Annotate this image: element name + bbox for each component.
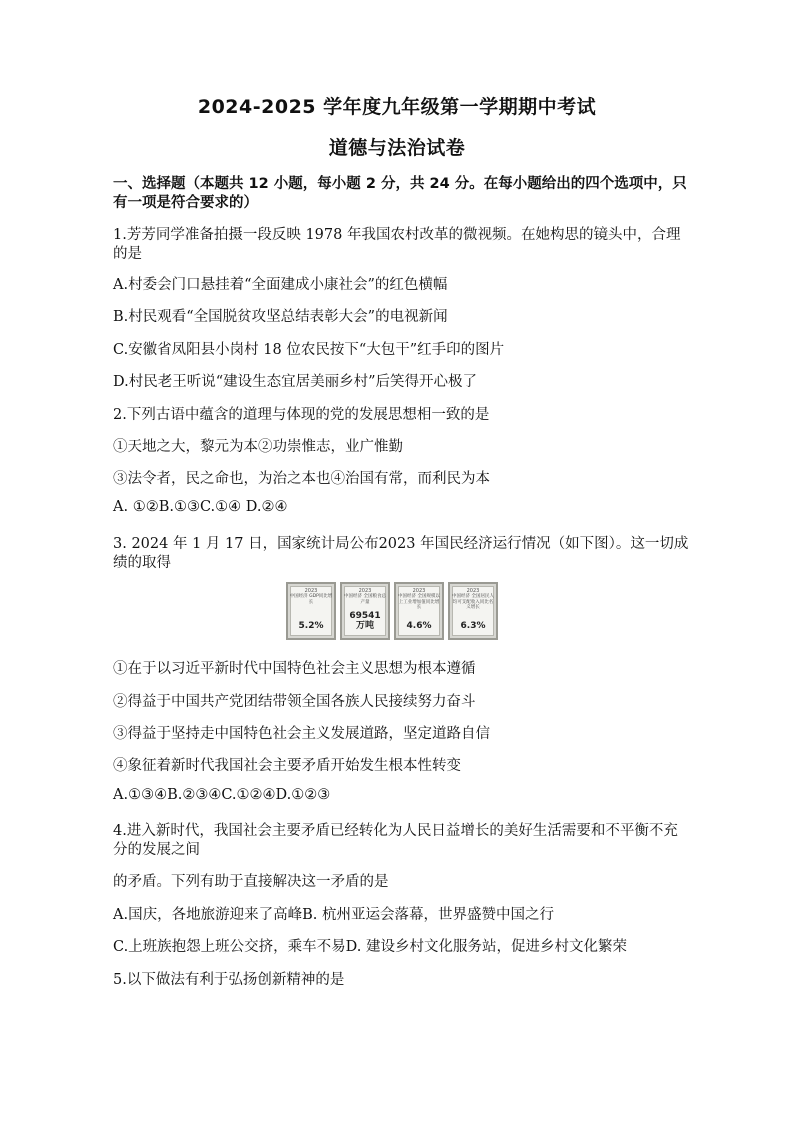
stat-card (340, 582, 390, 640)
stat-label: 中国经济 全国规模以上工业增加值同比增长 (398, 594, 440, 610)
q1-option-d: D.村民老王听说“建设生态宜居美丽乡村”后笑得开心极了 (113, 374, 478, 390)
q3-stem-cont: 绩的取得 (113, 555, 171, 571)
stat-value: 6.3% (460, 621, 486, 631)
q1-stem: 1.芳芳同学准备拍摄一段反映 1978 年我国农村改革的微视频。在她构思的镜头中，合理 (113, 227, 681, 243)
q4-stem-cont2: 的矛盾。下列有助于直接解决这一矛盾的是 (113, 874, 389, 890)
exam-subtitle: 道德与法治试卷 (328, 137, 466, 159)
section-heading: 一、选择题（本题共 12 小题，每小题 2 分，共 24 分。在每小题给出的四个选项中，只 (113, 176, 687, 192)
stat-label: 中国经济 全国居民人均可支配收入同比名义增长 (452, 594, 494, 610)
q4-stem-cont: 分的发展之间 (113, 842, 200, 858)
stat-year: 2023 (412, 588, 426, 594)
stat-value: 69541 万吨 (349, 611, 381, 631)
q1-option-b: B.村民观看“全国脱贫攻坚总结表彰大会”的电视新闻 (113, 309, 448, 325)
q3-item-2: ②得益于中国共产党团结带领全国各族人民接续努力奋斗 (113, 694, 476, 710)
stat-card (448, 582, 498, 640)
stat-year: 2023 (304, 588, 318, 594)
q3-item-4: ④象征着新时代我国社会主要矛盾开始发生根本性转变 (113, 758, 461, 774)
stat-card (394, 582, 444, 640)
q1-option-c: C.安徽省凤阳县小岗村 18 位农民按下“大包干”红手印的图片 (113, 342, 505, 358)
q3-stem: 3. 2024 年 1 月 17 日，国家统计局公布2023 年国民经济运行情况（如下图）。这一切成 (113, 536, 689, 552)
stat-card (286, 582, 336, 640)
stat-label: 中国经济 全国粮食总产量 (344, 594, 386, 605)
q4-options-ab: A.国庆，各地旅游迎来了高峰B. 杭州亚运会落幕，世界盛赞中国之行 (113, 907, 554, 923)
exam-title: 2024-2025 学年度九年级第一学期期中考试 (197, 96, 597, 118)
q2-stem: 2.下列古语中蕴含的道理与体现的党的发展思想相一致的是 (113, 407, 490, 423)
stat-value: 4.6% (406, 621, 432, 631)
q4-options-cd: C.上班族抱怨上班公交挤，乘车不易D. 建设乡村文化服务站，促进乡村文化繁荣 (113, 939, 628, 955)
stat-year: 2023 (358, 588, 372, 594)
stat-label: 中国经济 GDP同比增长 (289, 594, 333, 605)
section-heading-cont: 有一项是符合要求的） (113, 195, 258, 211)
stat-value: 5.2% (298, 621, 324, 631)
q3-item-1: ①在于以习近平新时代中国特色社会主义思想为根本遵循 (113, 661, 476, 677)
q3-item-3: ③得益于坚持走中国特色社会主义发展道路，坚定道路自信 (113, 726, 490, 742)
q2-items-cont: ③法令者，民之命也，为治之本也④治国有常，而利民为本 (113, 471, 490, 487)
q2-options: A. ①②B.①③C.①④ D.②④ (113, 499, 288, 515)
q1-stem-cont: 的是 (113, 246, 142, 262)
stat-year: 2023 (466, 588, 480, 594)
q2-items: ①天地之大，黎元为本②功崇惟志，业广惟勤 (113, 439, 403, 455)
q3-options: A.①③④B.②③④C.①②④D.①②③ (113, 787, 331, 803)
q1-option-a: A.村委会门口悬挂着“全面建成小康社会”的红色横幅 (113, 277, 448, 293)
q4-stem: 4.进入新时代，我国社会主要矛盾已经转化为人民日益增长的美好生活需要和不平衡不充 (113, 823, 678, 839)
economy-stats-figure (286, 582, 498, 640)
q5-stem: 5.以下做法有利于弘扬创新精神的是 (113, 972, 345, 988)
